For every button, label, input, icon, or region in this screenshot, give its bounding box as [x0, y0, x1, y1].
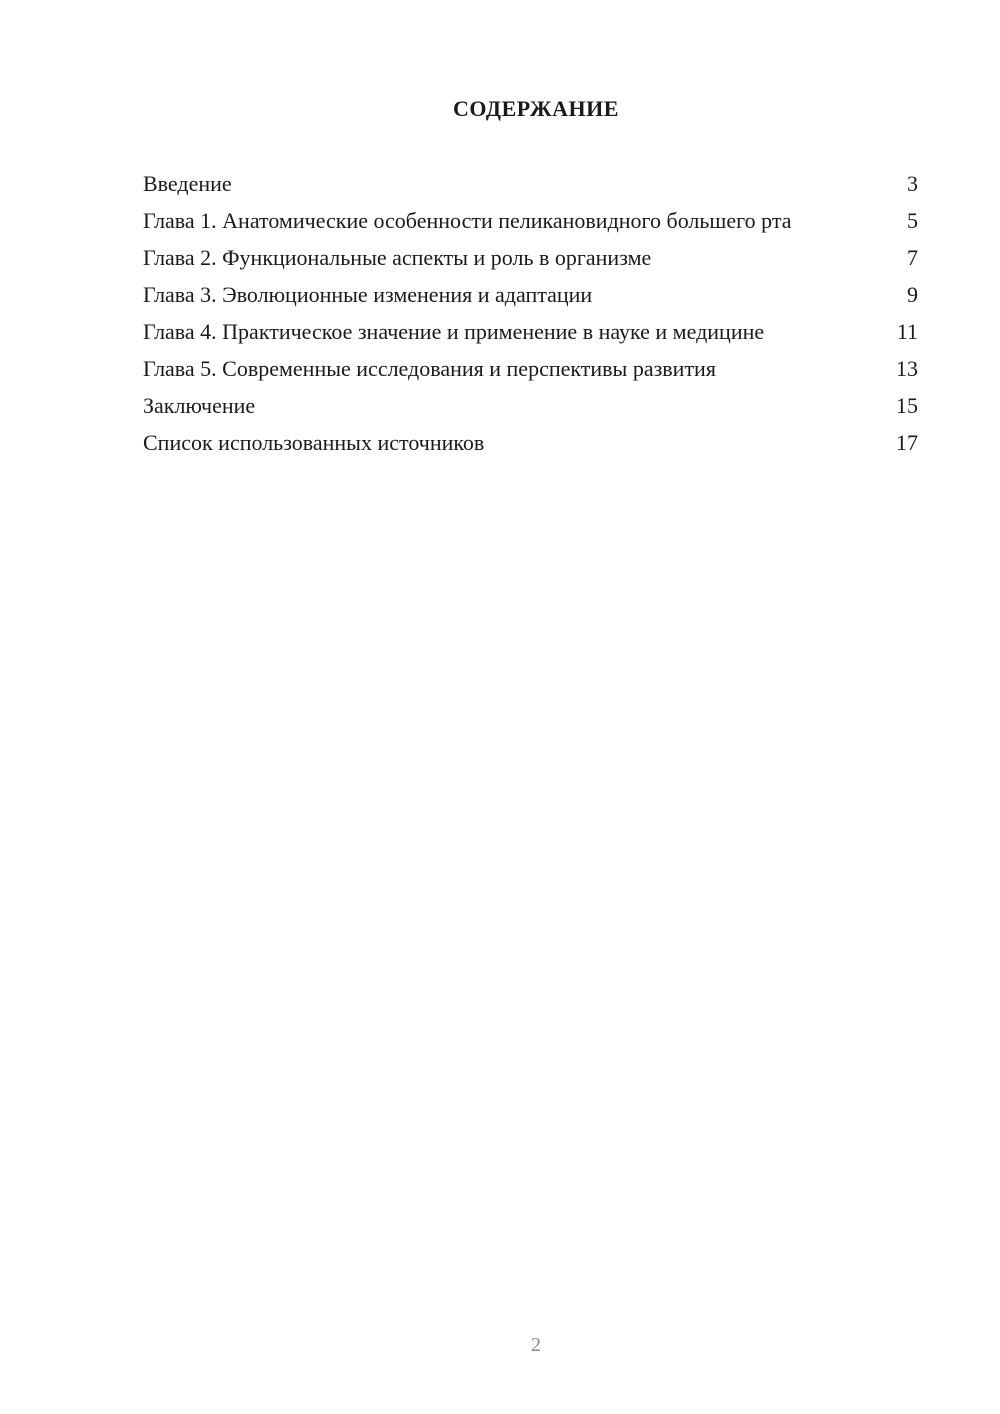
- toc-entry-label: Глава 3. Эволюционные изменения и адаптации: [143, 282, 593, 307]
- toc-entry-label: Заключение: [143, 393, 256, 418]
- table-of-contents: [143, 170, 918, 466]
- toc-entry-conclusion: [143, 392, 918, 419]
- toc-entry-page-number: 9: [907, 282, 918, 307]
- toc-entry-label: Глава 2. Функциональные аспекты и роль в организме: [143, 245, 652, 270]
- toc-entry-chapter-3: [143, 281, 918, 308]
- toc-entry-label: Введение: [143, 171, 232, 196]
- toc-entry-chapter-5: [143, 355, 918, 382]
- toc-entry-chapter-1: [143, 207, 918, 234]
- toc-entry-page-number: 13: [896, 356, 918, 381]
- toc-entry-page-number: 7: [907, 245, 918, 270]
- toc-entry-label: Глава 1. Анатомические особенности пеликановидного большего рта: [143, 208, 792, 233]
- toc-entry-page-number: 11: [896, 319, 918, 344]
- toc-entry-label: Глава 5. Современные исследования и перспективы развития: [143, 356, 716, 381]
- toc-entry-chapter-4: [143, 318, 918, 345]
- toc-entry-chapter-2: [143, 244, 918, 271]
- toc-entry-label: Список использованных источников: [143, 430, 485, 455]
- toc-entry-page-number: 15: [896, 393, 918, 418]
- toc-entry-introduction: [143, 170, 918, 197]
- page-title: СОДЕРЖАНИЕ: [453, 96, 619, 121]
- toc-entry-label: Глава 4. Практическое значение и применение в науке и медицине: [143, 319, 765, 344]
- page-number: 2: [531, 1334, 541, 1356]
- toc-entry-references: [143, 429, 918, 456]
- toc-entry-page-number: 17: [896, 430, 918, 455]
- toc-entry-page-number: 3: [907, 171, 918, 196]
- toc-entry-page-number: 5: [907, 208, 918, 233]
